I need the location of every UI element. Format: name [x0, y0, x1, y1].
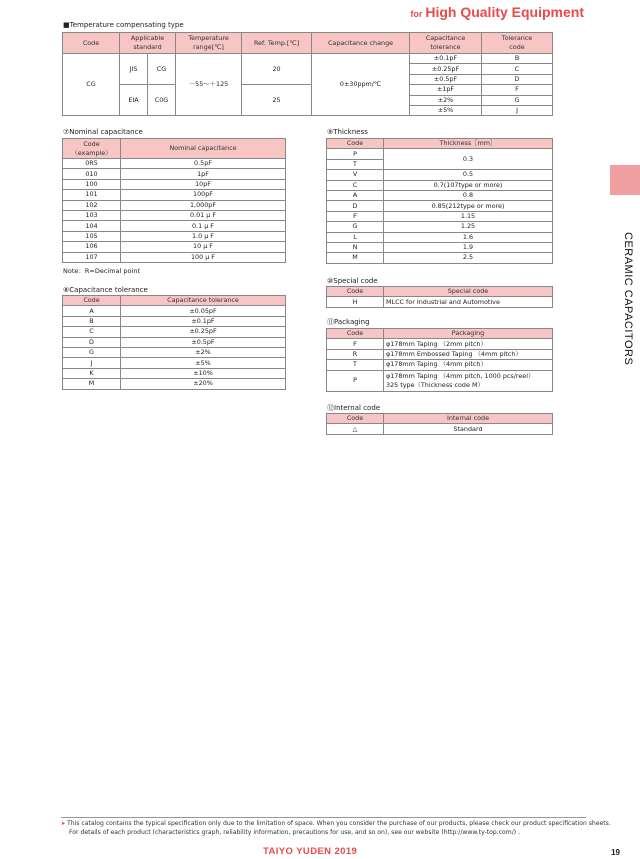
temp-comp-table — [62, 32, 553, 116]
table-row-code: G — [327, 222, 384, 232]
tolerance-code-cell: C — [482, 64, 553, 74]
packaging-table — [326, 328, 553, 392]
table-row-value: Standard — [384, 424, 553, 434]
footer-divider — [61, 817, 586, 818]
table-row-value: 0.85(212type or more) — [384, 201, 553, 211]
table-row-value: 0.7(107type or more) — [384, 180, 553, 190]
cap-tol-title: ⑧Capacitance tolerance — [63, 286, 148, 294]
table-row-value: 1.25 — [384, 222, 553, 232]
internal-table — [326, 413, 553, 435]
table-row-value: ±2% — [121, 347, 286, 357]
table-row-code: 100 — [63, 179, 121, 189]
nominal-title: ⑦Nominal capacitance — [63, 128, 143, 136]
tolerance-cell: ±5% — [410, 105, 482, 115]
thickness-table — [326, 138, 553, 264]
header-temp-range: Temperature range[℃] — [176, 33, 242, 54]
table-row-code: 105 — [63, 231, 121, 241]
table-row-value: 0.8 — [384, 190, 553, 200]
tolerance-cell: ±0.25pF — [410, 64, 482, 74]
header-code: Code — [327, 139, 384, 149]
header-thickness: Thickness［mm］ — [384, 139, 553, 149]
std-eia: EIA — [120, 85, 148, 116]
brand-prefix: for — [410, 9, 423, 19]
table-row-value: 1.0 μ F — [121, 231, 286, 241]
std-jis-code: CG — [148, 54, 176, 85]
table-row-code: L — [327, 232, 384, 242]
packaging-title: ⑪Packaging — [327, 318, 370, 326]
table-row-value: 100pF — [121, 190, 286, 200]
table-row-code: 0R5 — [63, 159, 121, 169]
table-row-value: 1.15 — [384, 211, 553, 221]
table-row-code: 101 — [63, 190, 121, 200]
table-row-value: 1.9 — [384, 242, 553, 252]
table-row-value: 1.6 — [384, 232, 553, 242]
table-row-code: 104 — [63, 221, 121, 231]
footer-brand: TAIYO YUDEN 2019 — [263, 846, 358, 857]
triangle-bullet-icon: ▸ — [62, 820, 66, 827]
table-row-code: M — [63, 379, 121, 389]
table-row-code: T — [327, 360, 384, 370]
ref-temp-eia: 25 — [242, 85, 312, 116]
table-row-code: N — [327, 242, 384, 252]
tolerance-cell: ±1pF — [410, 85, 482, 95]
tolerance-cell: ±2% — [410, 95, 482, 105]
tolerance-code-cell: G — [482, 95, 553, 105]
brand-header — [410, 4, 584, 20]
header-code: Code — [63, 296, 121, 306]
table-row-code: T — [327, 159, 384, 169]
table-row-value: ±20% — [121, 379, 286, 389]
table-row-code: H — [327, 297, 384, 307]
header-internal: Internal code — [384, 414, 553, 424]
table-row-value: 2.5 — [384, 253, 553, 263]
table-row-code: C — [327, 180, 384, 190]
table-row-code: A — [327, 190, 384, 200]
table-row-value: 1pF — [121, 169, 286, 179]
header-code: Code — [63, 33, 120, 54]
tolerance-code-cell: F — [482, 85, 553, 95]
table-row-code: K — [63, 368, 121, 378]
table-row-value: ±5% — [121, 358, 286, 368]
table-row-code: M — [327, 253, 384, 263]
table-row-code: A — [63, 306, 121, 316]
special-table — [326, 286, 553, 308]
internal-title: ⑫Internal code — [327, 404, 381, 412]
header-special: Special code — [384, 287, 553, 297]
table-row-value: 0.01 μ F — [121, 210, 286, 220]
ref-temp-jis: 20 — [242, 54, 312, 85]
table-row-value: φ178mm Taping （2mm pitch） — [384, 339, 553, 349]
temp-code-cell: CG — [63, 54, 120, 116]
table-row-code: D — [63, 337, 121, 347]
table-row-code: J — [63, 358, 121, 368]
cap-tol-table — [62, 295, 286, 390]
table-row-code: △ — [327, 424, 384, 434]
table-row-code: P — [327, 149, 384, 159]
table-row-value: 10 μ F — [121, 242, 286, 252]
table-row-code: 107 — [63, 252, 121, 262]
table-row-value: 0.5 — [384, 170, 553, 180]
table-row-value: ±0.05pF — [121, 306, 286, 316]
header-code: Code — [327, 414, 384, 424]
header-cap-tolerance: Capacitance tolerance — [121, 296, 286, 306]
tolerance-code-cell: B — [482, 54, 553, 64]
section-tab — [610, 165, 640, 195]
table-row-code: R — [327, 349, 384, 359]
table-row-value: φ178mm Taping （4mm pitch, 1000 pcs/reel） 325 type（Thickness code M） — [384, 370, 553, 391]
header-cap-tolerance: Capacitance tolerance — [410, 33, 482, 54]
header-packaging: Packaging — [384, 329, 553, 339]
table-row-code: G — [63, 347, 121, 357]
tolerance-cell: ±0.1pF — [410, 54, 482, 64]
tolerance-code-cell: J — [482, 105, 553, 115]
header-applicable: Applicable standard — [120, 33, 176, 54]
table-row-code: 010 — [63, 169, 121, 179]
table-row-value: φ178mm Taping （4mm pitch） — [384, 360, 553, 370]
nominal-note: Note：R=Decimal point — [63, 267, 140, 275]
std-jis: JIS — [120, 54, 148, 85]
special-title: ⑩Special code — [327, 277, 378, 285]
table-row-value: φ178mm Embossed Taping （4mm pitch） — [384, 349, 553, 359]
header-cap-change: Capacitance change — [312, 33, 410, 54]
table-row-value: ±10% — [121, 368, 286, 378]
table-row-value: ±0.5pF — [121, 337, 286, 347]
std-eia-code: C0G — [148, 85, 176, 116]
header-code: Code — [327, 329, 384, 339]
table-row-code: P — [327, 370, 384, 391]
table-row-value: 10pF — [121, 179, 286, 189]
footnote-line-2: For details of each product (characteristics graph, reliability information, precautions for use, and so on), see our website (http://www.ty-top.com/) . — [69, 828, 521, 836]
header-code: Code — [327, 287, 384, 297]
table-row-code: V — [327, 170, 384, 180]
header-ref-temp: Ref. Temp.[℃] — [242, 33, 312, 54]
table-row-value: ±0.25pF — [121, 327, 286, 337]
header-nominal: Nominal capacitance — [121, 139, 286, 159]
temp-range-cell: －55～＋125 — [176, 54, 242, 116]
header-code: Code （example） — [63, 139, 121, 159]
table-row-value: ±0.1pF — [121, 316, 286, 326]
page-number: 19 — [611, 848, 620, 857]
brand-title: High Quality Equipment — [425, 4, 584, 20]
cap-change-cell: 0±30ppm/℃ — [312, 54, 410, 116]
table-row-code: C — [63, 327, 121, 337]
table-row-code: 103 — [63, 210, 121, 220]
table-row-value: 1,000pF — [121, 200, 286, 210]
nominal-table — [62, 138, 286, 263]
table-row-code: F — [327, 339, 384, 349]
table-row-code: 106 — [63, 242, 121, 252]
table-row-code: B — [63, 316, 121, 326]
table-row-code: 102 — [63, 200, 121, 210]
side-label: CERAMIC CAPACITORS — [622, 232, 634, 366]
table-row-value: MLCC for Industrial and Automotive — [384, 297, 553, 307]
temp-table-title: ■Temperature compensating type — [63, 21, 184, 29]
table-row-value: 0.3 — [384, 149, 553, 170]
table-row-value: 0.5pF — [121, 159, 286, 169]
footnote — [62, 820, 611, 837]
header-tolerance-code: Tolerance code — [482, 33, 553, 54]
tolerance-code-cell: D — [482, 74, 553, 84]
table-row-code: D — [327, 201, 384, 211]
tolerance-cell: ±0.5pF — [410, 74, 482, 84]
footnote-line-1: This catalog contains the typical specification only due to the limitation of space. When you consider the purchase of our products, please check our product specification sheets. — [67, 820, 611, 827]
thickness-title: ⑨Thickness — [327, 128, 368, 136]
table-row-code: F — [327, 211, 384, 221]
table-row-value: 0.1 μ F — [121, 221, 286, 231]
table-row-value: 100 μ F — [121, 252, 286, 262]
